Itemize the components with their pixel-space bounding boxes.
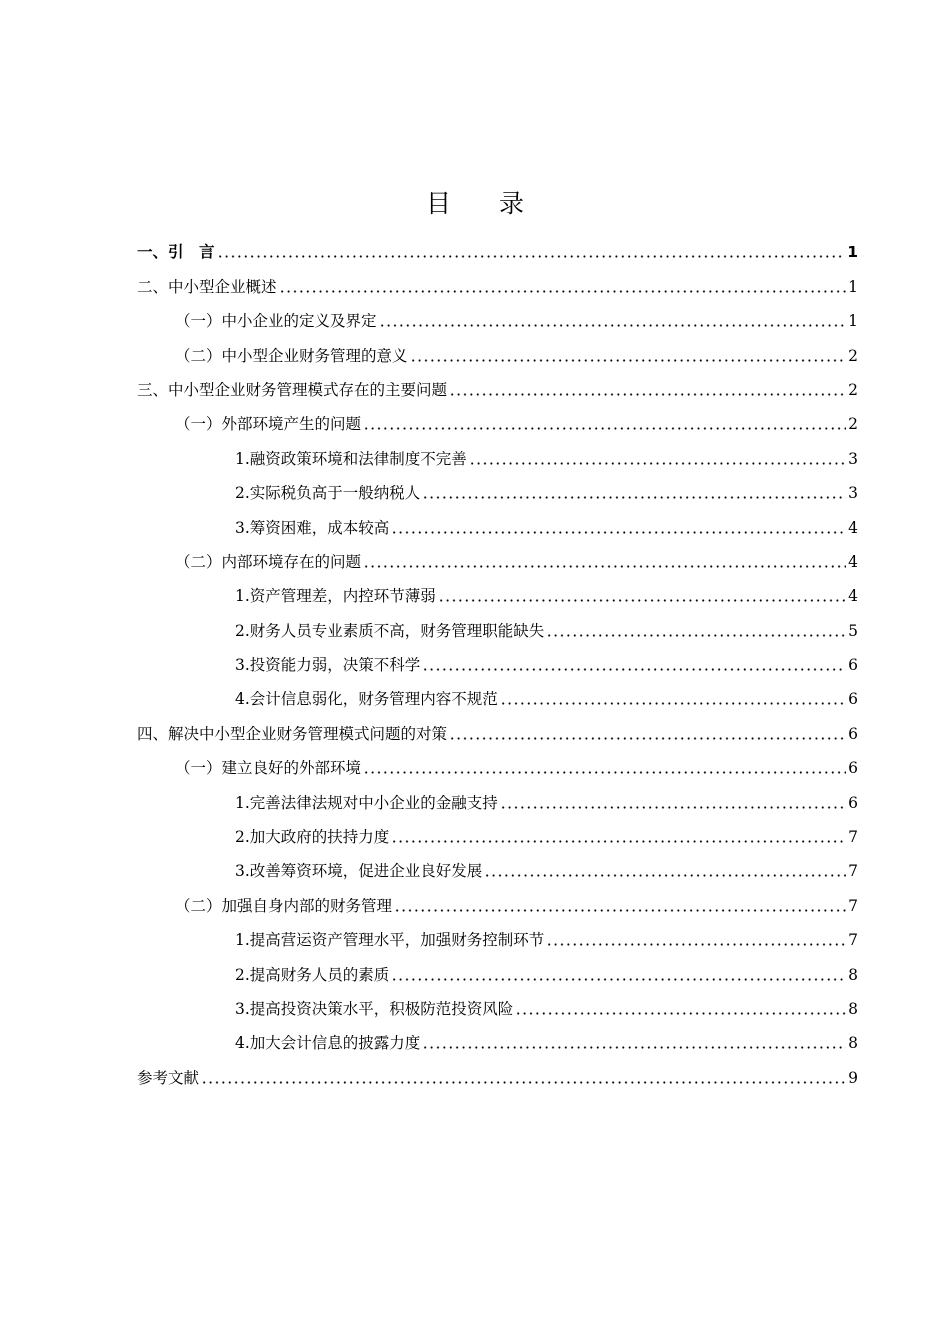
dot-leader	[391, 840, 846, 843]
toc-entry-label: 四、解决中小型企业财务管理模式问题的对策	[137, 724, 448, 743]
toc-entry-label: 4.加大会计信息的披露力度	[235, 1034, 421, 1053]
dot-leader	[422, 1046, 846, 1049]
dot-leader	[546, 943, 846, 946]
toc-entry-page-number: 6	[848, 724, 858, 743]
toc-entry-label: 二、中小型企业概述	[137, 277, 277, 296]
toc-entry-label: 2.加大政府的扶持力度	[235, 828, 390, 847]
dot-leader	[484, 874, 846, 877]
toc-entry-page-number: 7	[848, 862, 858, 881]
toc-entry-page-number: 3	[848, 484, 858, 503]
toc-entry-label: （一）建立良好的外部环境	[175, 759, 362, 778]
toc-entry-label: 1.提高营运资产管理水平，加强财务控制环节	[235, 931, 545, 950]
dot-leader	[201, 1081, 846, 1084]
dot-leader	[379, 324, 847, 327]
toc-entry[interactable]	[137, 469, 858, 503]
toc-entry[interactable]	[137, 641, 858, 675]
toc-entry-page-number: 9	[848, 1068, 858, 1087]
toc-entry[interactable]	[137, 916, 858, 950]
toc-entry-page-number: 8	[848, 965, 858, 984]
toc-entry-page-number: 7	[848, 896, 858, 915]
toc-entry-page-number: 1	[848, 312, 858, 331]
toc-entry-label: 3.筹资困难，成本较高	[235, 518, 390, 537]
toc-entry-label: （一）外部环境产生的问题	[175, 415, 362, 434]
toc-entry-page-number: 7	[848, 931, 858, 950]
toc-entry-page-number: 2	[848, 415, 858, 434]
toc-entry-label: 1.资产管理差，内控环节薄弱	[235, 587, 436, 606]
toc-entry-label: 2.财务人员专业素质不高，财务管理职能缺失	[235, 621, 545, 640]
toc-entry-page-number: 5	[848, 621, 858, 640]
dot-leader	[391, 978, 846, 981]
toc-entry-page-number: 1	[848, 277, 858, 296]
toc-entry-page-number: 4	[848, 518, 858, 537]
dot-leader	[279, 290, 847, 293]
toc-entry-label: 3.改善筹资环境，促进企业良好发展	[235, 862, 483, 881]
toc-entry[interactable]	[137, 985, 858, 1019]
dot-leader	[410, 359, 847, 362]
dot-leader	[363, 771, 846, 774]
toc-entry-label: 参考文献	[137, 1068, 200, 1087]
toc-entry-page-number: 1	[847, 243, 858, 262]
toc-entry[interactable]	[137, 503, 858, 537]
toc-entry-page-number: 3	[848, 449, 858, 468]
toc-entry-page-number: 6	[848, 759, 858, 778]
toc-entry[interactable]	[137, 434, 858, 468]
toc-entry-page-number: 4	[848, 587, 858, 606]
toc-entry-label: 三、中小型企业财务管理模式存在的主要问题	[137, 380, 448, 399]
toc-entry-label: 4.会计信息弱化，财务管理内容不规范	[235, 690, 498, 709]
toc-entry[interactable]	[137, 262, 858, 296]
toc-entry[interactable]	[137, 1019, 858, 1053]
toc-entry-page-number: 7	[848, 828, 858, 847]
toc-entry[interactable]	[137, 366, 858, 400]
dot-leader	[500, 702, 846, 705]
dot-leader	[422, 496, 846, 499]
toc-entry[interactable]	[137, 744, 858, 778]
dot-leader	[422, 668, 846, 671]
toc-entry-page-number: 2	[848, 346, 858, 365]
toc-entry-label: （二）中小型企业财务管理的意义	[175, 346, 408, 365]
toc-entry-label: 1.完善法律法规对中小企业的金融支持	[235, 793, 498, 812]
toc-entry-page-number: 8	[848, 999, 858, 1018]
toc-entry-label: （一）中小企业的定义及界定	[175, 312, 377, 331]
toc-entry[interactable]	[137, 228, 858, 262]
toc-entry-label: 3.提高投资决策水平，积极防范投资风险	[235, 999, 514, 1018]
dot-leader	[363, 565, 846, 568]
toc-entry-label: 2.提高财务人员的素质	[235, 965, 390, 984]
toc-entry[interactable]	[137, 331, 858, 365]
dot-leader	[391, 531, 846, 534]
dot-leader	[217, 255, 846, 258]
toc-entry-label: （二）加强自身内部的财务管理	[175, 896, 393, 915]
dot-leader	[546, 634, 846, 637]
toc-entry-page-number: 6	[848, 793, 858, 812]
toc-entry[interactable]	[137, 297, 858, 331]
toc-entry[interactable]	[137, 572, 858, 606]
toc-entry-page-number: 2	[848, 380, 858, 399]
dot-leader	[500, 806, 846, 809]
toc-entry-page-number: 8	[848, 1034, 858, 1053]
toc-entry-label: 一、引 言	[137, 243, 215, 262]
dot-leader	[394, 909, 846, 912]
toc-entry[interactable]	[137, 813, 858, 847]
toc-entry[interactable]	[137, 400, 858, 434]
toc-entry-label: 3.投资能力弱，决策不科学	[235, 656, 421, 675]
dot-leader	[449, 737, 846, 740]
toc-entry-page-number: 6	[848, 656, 858, 675]
dot-leader	[449, 393, 846, 396]
toc-entry[interactable]	[137, 881, 858, 915]
toc-entry[interactable]	[137, 950, 858, 984]
toc-entry-label: 1.融资政策环境和法律制度不完善	[235, 449, 467, 468]
toc-entry[interactable]	[137, 675, 858, 709]
toc-entry[interactable]	[137, 606, 858, 640]
toc-entry[interactable]	[137, 538, 858, 572]
toc-entry-page-number: 6	[848, 690, 858, 709]
dot-leader	[469, 462, 846, 465]
dot-leader	[438, 599, 846, 602]
toc-entry-page-number: 4	[848, 552, 858, 571]
toc-entry[interactable]	[137, 709, 858, 743]
toc-entry[interactable]	[137, 1053, 858, 1087]
dot-leader	[363, 427, 846, 430]
toc-entry-label: （二）内部环境存在的问题	[175, 552, 362, 571]
toc-entry[interactable]	[137, 847, 858, 881]
dot-leader	[515, 1012, 846, 1015]
table-of-contents	[137, 228, 858, 1088]
page-title: 目 录	[426, 189, 544, 218]
toc-entry-label: 2.实际税负高于一般纳税人	[235, 484, 421, 503]
toc-entry[interactable]	[137, 778, 858, 812]
